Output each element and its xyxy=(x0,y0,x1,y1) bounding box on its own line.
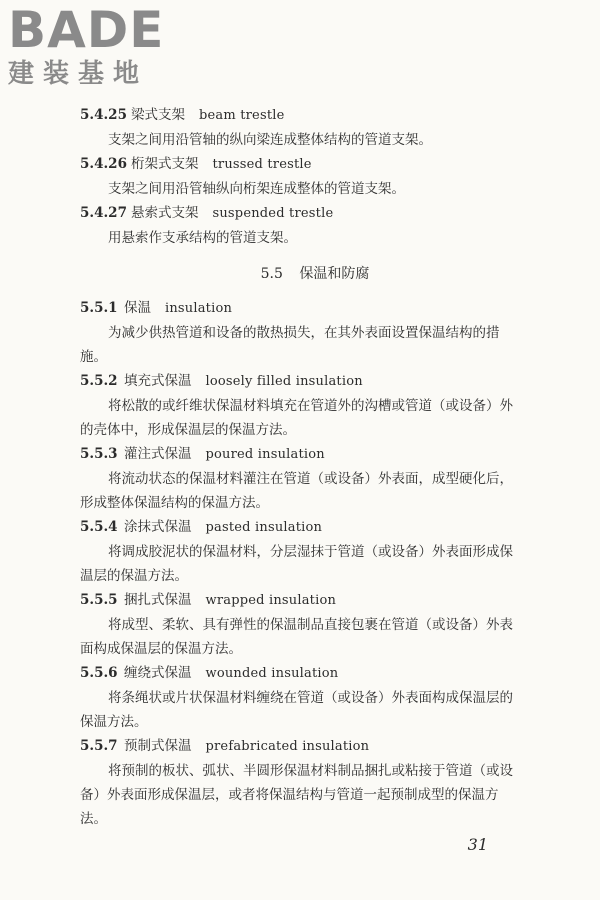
section-heading: 保温和防腐 xyxy=(299,266,370,282)
term-entry xyxy=(80,515,520,588)
term-entry xyxy=(80,201,520,250)
term-definition: 用悬索作支承结构的管道支架。 xyxy=(108,230,297,246)
term-heading xyxy=(80,201,520,226)
term-name: 涂抹式保温 xyxy=(124,519,192,535)
term-english: wounded insulation xyxy=(205,666,339,681)
term-definition: 将成型、柔软、具有弹性的保温制品直接包裹在管道（或设备）外表面构成保温层的保温方法。 xyxy=(80,617,513,657)
term-number: 5.5.1 xyxy=(80,300,118,316)
term-english: poured insulation xyxy=(205,447,325,462)
logo-subtitle: 建装基地 xyxy=(8,59,149,89)
term-definition: 将流动状态的保温材料灌注在管道（或设备）外表面，成型硬化后，形成整体保温结构的保温方法。 xyxy=(80,471,513,511)
term-definition: 支架之间用沿管轴的纵向梁连成整体结构的管道支架。 xyxy=(108,132,432,148)
term-name: 桁架式支架 xyxy=(130,156,199,172)
section-number: 5.5 xyxy=(260,266,283,282)
term-definition: 将条绳状或片状保温材料缠绕在管道（或设备）外表面构成保温层的保温方法。 xyxy=(80,690,513,730)
term-heading xyxy=(80,661,520,686)
term-number: 5.5.3 xyxy=(80,446,118,462)
term-heading xyxy=(80,103,520,128)
term-heading xyxy=(80,734,520,759)
term-number: 5.4.25 xyxy=(80,107,127,123)
term-name: 预制式保温 xyxy=(124,738,192,754)
term-heading xyxy=(80,588,520,613)
term-english: suspended trestle xyxy=(212,206,334,221)
term-name: 缠绕式保温 xyxy=(124,665,192,681)
term-entry xyxy=(80,734,520,831)
term-number: 5.4.27 xyxy=(80,205,127,221)
term-number: 5.5.5 xyxy=(80,592,118,608)
term-english: trussed trestle xyxy=(212,157,312,172)
term-english: insulation xyxy=(165,301,233,316)
term-definition: 将松散的或纤维状保温材料填充在管道外的沟槽或管道（或设备）外的壳体中，形成保温层的保温方法。 xyxy=(80,398,513,438)
term-entry xyxy=(80,661,520,734)
term-name: 悬索式支架 xyxy=(130,205,199,221)
term-number: 5.5.2 xyxy=(80,373,118,389)
term-definition: 将预制的板状、弧状、半圆形保温材料制品捆扎或粘接于管道（或设备）外表面形成保温层，或者将保温结构与管道一起预制成型的保温方法。 xyxy=(80,763,513,827)
term-number: 5.5.4 xyxy=(80,519,118,535)
term-entry xyxy=(80,369,520,442)
term-name: 保温 xyxy=(124,300,151,316)
term-heading xyxy=(80,442,520,467)
term-number: 5.5.7 xyxy=(80,738,118,754)
term-english: beam trestle xyxy=(198,108,285,123)
term-heading xyxy=(80,296,520,321)
term-english: pasted insulation xyxy=(205,520,323,535)
term-entry xyxy=(80,296,520,369)
entries-top xyxy=(80,103,520,250)
term-entry xyxy=(80,588,520,661)
term-entry xyxy=(80,152,520,201)
term-definition: 将调成胶泥状的保温材料，分层湿抹于管道（或设备）外表面形成保温层的保温方法。 xyxy=(80,544,513,584)
logo-brand: BADE xyxy=(8,1,165,59)
term-name: 梁式支架 xyxy=(130,107,185,123)
term-english: wrapped insulation xyxy=(205,593,337,608)
term-name: 捆扎式保温 xyxy=(124,592,192,608)
section-title xyxy=(80,262,520,286)
term-english: prefabricated insulation xyxy=(205,739,370,754)
entries-bottom xyxy=(80,296,520,831)
term-heading xyxy=(80,515,520,540)
term-english: loosely filled insulation xyxy=(205,374,363,389)
term-definition: 为减少供热管道和设备的散热损失，在其外表面设置保温结构的措施。 xyxy=(80,325,500,365)
term-number: 5.5.6 xyxy=(80,665,118,681)
term-heading xyxy=(80,369,520,394)
bade-logo xyxy=(8,1,165,90)
term-entry xyxy=(80,103,520,152)
term-name: 灌注式保温 xyxy=(124,446,192,462)
term-number: 5.4.26 xyxy=(80,156,127,172)
term-definition: 支架之间用沿管轴纵向桁架连成整体的管道支架。 xyxy=(108,181,405,197)
term-name: 填充式保温 xyxy=(124,373,192,389)
page-number: 31 xyxy=(467,835,488,854)
term-entry xyxy=(80,442,520,515)
document-body xyxy=(80,103,520,831)
term-heading xyxy=(80,152,520,177)
